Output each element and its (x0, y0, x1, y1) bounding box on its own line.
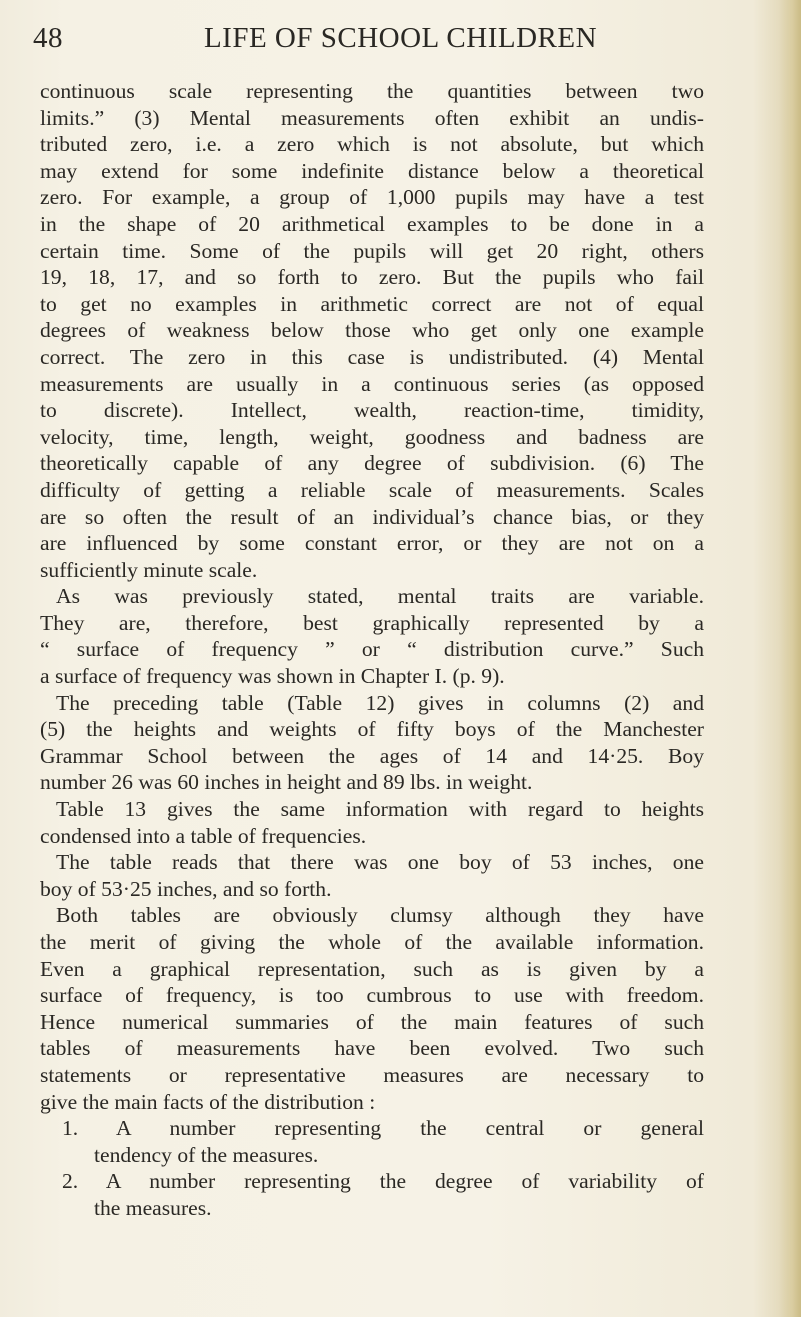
text-line: degrees of weakness below those who get only one example (40, 318, 704, 343)
text-line: limits.” (3) Mental measurements often exhibit an undis- (40, 105, 704, 130)
text-line: Table 13 gives the same information with regard to heights (56, 797, 704, 822)
page-edge-shadow (779, 0, 801, 1317)
text-line: statements or representative measures are necessary to (40, 1062, 704, 1087)
text-line: tributed zero, i.e. a zero which is not absolute, but which (40, 132, 704, 157)
text-line: Hence numerical summaries of the main features of such (40, 1009, 704, 1034)
text-line: number 26 was 60 inches in height and 89 lbs. in weight. (40, 770, 533, 795)
text-line: certain time. Some of the pupils will get 20 right, others (40, 238, 704, 263)
text-line: Grammar School between the ages of 14 and 14·25. Boy (40, 743, 704, 768)
text-line: sufficiently minute scale. (40, 557, 258, 582)
text-line: boy of 53·25 inches, and so forth. (40, 876, 332, 901)
text-line: the merit of giving the whole of the available information. (40, 930, 704, 954)
text-line: theoretically capable of any degree of subdivision. (6) The (40, 451, 704, 476)
text-line: velocity, time, length, weight, goodness and badness are (40, 424, 704, 449)
text-line: are so often the result of an individual’s chance bias, or they (40, 504, 704, 529)
text-line: The preceding table (Table 12) gives in columns (2) and (56, 690, 704, 715)
text-line: condensed into a table of frequencies. (40, 823, 367, 848)
text-line: Both tables are obviously clumsy although they have (56, 903, 704, 928)
running-head: LIFE OF SCHOOL CHILDREN (203, 22, 598, 54)
text-line: give the main facts of the distribution : (40, 1089, 376, 1114)
list-item-continuation: the measures. (94, 1195, 212, 1220)
text-line: tables of measurements have been evolved. Two such (40, 1036, 704, 1061)
body-text (40, 78, 704, 1222)
text-line: correct. The zero in this case is undistributed. (4) Mental (40, 344, 704, 369)
list-item: 2. A number representing the degree of variability of (62, 1169, 704, 1194)
text-line: “ surface of frequency ” or “ distribution curve.” Such (40, 637, 704, 662)
page-number: 48 (33, 22, 63, 54)
text-line: As was previously stated, mental traits are variable. (56, 584, 704, 609)
text-line: 19, 18, 17, and so forth to zero. But the pupils who fail (40, 265, 704, 290)
text-line: surface of frequency, is too cumbrous to use with freedom. (40, 983, 704, 1008)
text-line: measurements are usually in a continuous series (as opposed (40, 371, 704, 396)
text-line: The table reads that there was one boy of 53 inches, one (56, 850, 704, 875)
text-line: Even a graphical representation, such as is given by a (40, 956, 704, 981)
text-line: continuous scale representing the quantities between two (40, 79, 704, 103)
text-line: zero. For example, a group of 1,000 pupils may have a test (40, 185, 704, 210)
text-line: to discrete). Intellect, wealth, reaction-time, timidity, (40, 398, 704, 423)
text-line: may extend for some indefinite distance below a theoretical (40, 158, 704, 183)
text-line: They are, therefore, best graphically represented by a (40, 610, 704, 635)
list-item: 1. A number representing the central or general (62, 1116, 704, 1141)
page-header (33, 20, 738, 60)
text-line: a surface of frequency was shown in Chapter I. (p. 9). (40, 664, 505, 689)
text-line: in the shape of 20 arithmetical examples to be done in a (40, 211, 704, 236)
text-line: difficulty of getting a reliable scale of measurements. Scales (40, 477, 704, 502)
text-line: to get no examples in arithmetic correct are not of equal (40, 291, 704, 316)
text-line: are influenced by some constant error, or they are not on a (40, 531, 704, 556)
text-line: (5) the heights and weights of fifty boys of the Manchester (40, 717, 704, 742)
list-item-continuation: tendency of the measures. (94, 1142, 319, 1167)
